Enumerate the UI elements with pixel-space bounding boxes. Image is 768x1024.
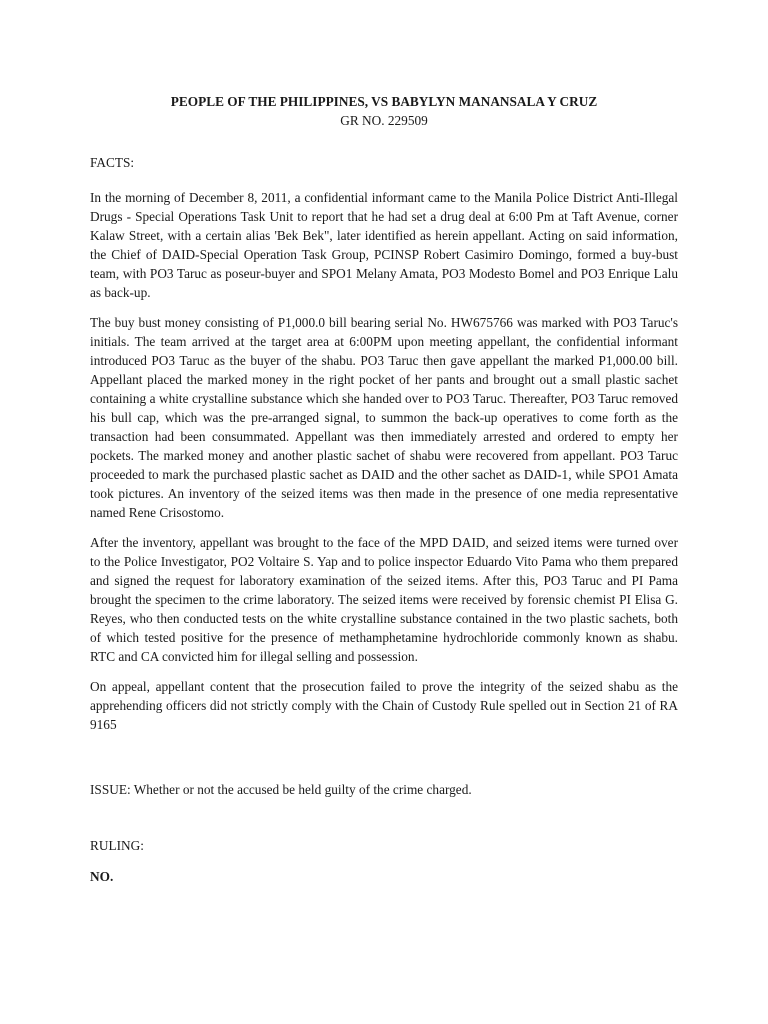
- ruling-heading: RULING:: [90, 838, 144, 853]
- ruling-answer: NO.: [90, 869, 114, 884]
- issue-statement: ISSUE: Whether or not the accused be held guilty of the crime charged.: [90, 782, 472, 797]
- facts-paragraph-4: On appeal, appellant content that the prosecution failed to prove the integrity of the seized shabu as the apprehending officers did not strictly comply with the Chain of Custody Rule spelled out in Section 21 of RA 9165: [90, 679, 678, 732]
- facts-heading: FACTS:: [90, 155, 135, 170]
- facts-paragraph-1: In the morning of December 8, 2011, a confidential informant came to the Manila Police District Anti-Illegal Drugs - Special Operations Task Unit to report that he had set a drug deal at 6:00 Pm at Taft Avenue, corner Kalaw Street, with a certain alias 'Bek Bek", later identified as herein appellant. Acting on said information, the Chief of DAID-Special Operation Task Group, PCINSP Robert Casimiro Domingo, formed a buy-bust team, with PO3 Taruc as poseur-buyer and SPO1 Melany Amata, PO3 Modesto Bomel and PO3 Enrique Lalu as back-up.: [90, 190, 678, 300]
- case-number: GR NO. 229509: [340, 113, 428, 128]
- facts-paragraph-3: After the inventory, appellant was brought to the face of the MPD DAID, and seized items were turned over to the Police Investigator, PO2 Voltaire S. Yap and to police inspector Eduardo Vito Pama who them prepared and signed the request for laboratory examination of the seized items. After this, PO3 Taruc and PI Pama brought the specimen to the crime laboratory. The seized items were received by forensic chemist PI Elisa G. Reyes, who then conducted tests on the white crystalline substance contained in the two plastic sachets, both of which tested positive for the presence of methamphetamine hydrochloride commonly known as shabu. RTC and CA convicted him for illegal selling and possession.: [90, 535, 678, 664]
- facts-paragraph-2: The buy bust money consisting of P1,000.0 bill bearing serial No. HW675766 was marked with PO3 Taruc's initials. The team arrived at the target area at 6:00PM upon meeting appellant, the confidential informant introduced PO3 Taruc as the buyer of the shabu. PO3 Taruc then gave appellant the marked P1,000.00 bill. Appellant placed the marked money in the right pocket of her pants and brought out a small plastic sachet containing a white crystalline substance which she handed over to PO3 Taruc. Thereafter, PO3 Taruc removed his bull cap, which was the pre-arranged signal, to summon the back-up operatives to come forth as the transaction had been consummated. Appellant was then immediately arrested and ordered to empty her pockets. The marked money and another plastic sachet of shabu were recovered from appellant. PO3 Taruc proceeded to mark the purchased plastic sachet as DAID and the other sachet as DAID-1, while SPO1 Amata took pictures. An inventory of the seized items was then made in the presence of one media representative named Rene Crisostomo.: [90, 315, 678, 520]
- document-page: [90, 92, 678, 886]
- case-title: PEOPLE OF THE PHILIPPINES, VS BABYLYN MANANSALA Y CRUZ: [170, 94, 598, 109]
